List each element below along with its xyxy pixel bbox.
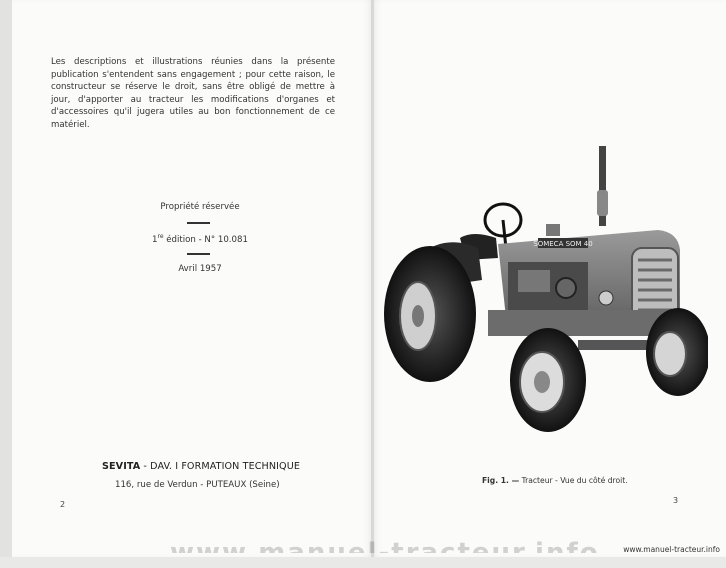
divider-rule (187, 222, 210, 224)
scan-left-edge (0, 0, 12, 557)
right-page-number: 3 (673, 496, 679, 505)
caption-text: Tracteur - Vue du côté droit. (519, 476, 628, 485)
tractor-photo (378, 140, 708, 440)
publisher-dept: - DAV. I FORMATION TECHNIQUE (140, 461, 300, 472)
publication-date: Avril 1957 (178, 264, 222, 274)
site-watermark-corner: www.manuel-tracteur.info (623, 545, 720, 554)
figure-caption (482, 476, 628, 485)
publisher-line (102, 461, 300, 472)
book-gutter (371, 0, 374, 557)
publisher-address: 116, rue de Verdun - PUTEAUX (Seine) (115, 480, 280, 490)
divider-rule (187, 253, 210, 255)
edition-text: édition - N° 10.081 (163, 234, 248, 245)
caption-label: Fig. 1. — (482, 476, 520, 485)
tractor-badge: SOMECA SOM 40 (533, 240, 593, 248)
edition-line (130, 233, 270, 245)
edition-number-prefix: 1 (152, 234, 158, 245)
edition-superscript: re (157, 233, 164, 240)
disclaimer-text: Les descriptions et illustrations réunies dans la présente publication s'entendent sans engagement ; pour cette raison, le constructeur se réserve le droit, sans être obligé de mettre à jour, d'apporter au tracteur les modifications d'organes et d'accessoires qu'il jugera utiles au bon fonctionnement de ce matériel. (51, 57, 335, 130)
publisher-name: SEVITA (102, 461, 141, 472)
rights-notice: Propriété réservée (160, 202, 240, 212)
left-page-number: 2 (60, 500, 66, 509)
